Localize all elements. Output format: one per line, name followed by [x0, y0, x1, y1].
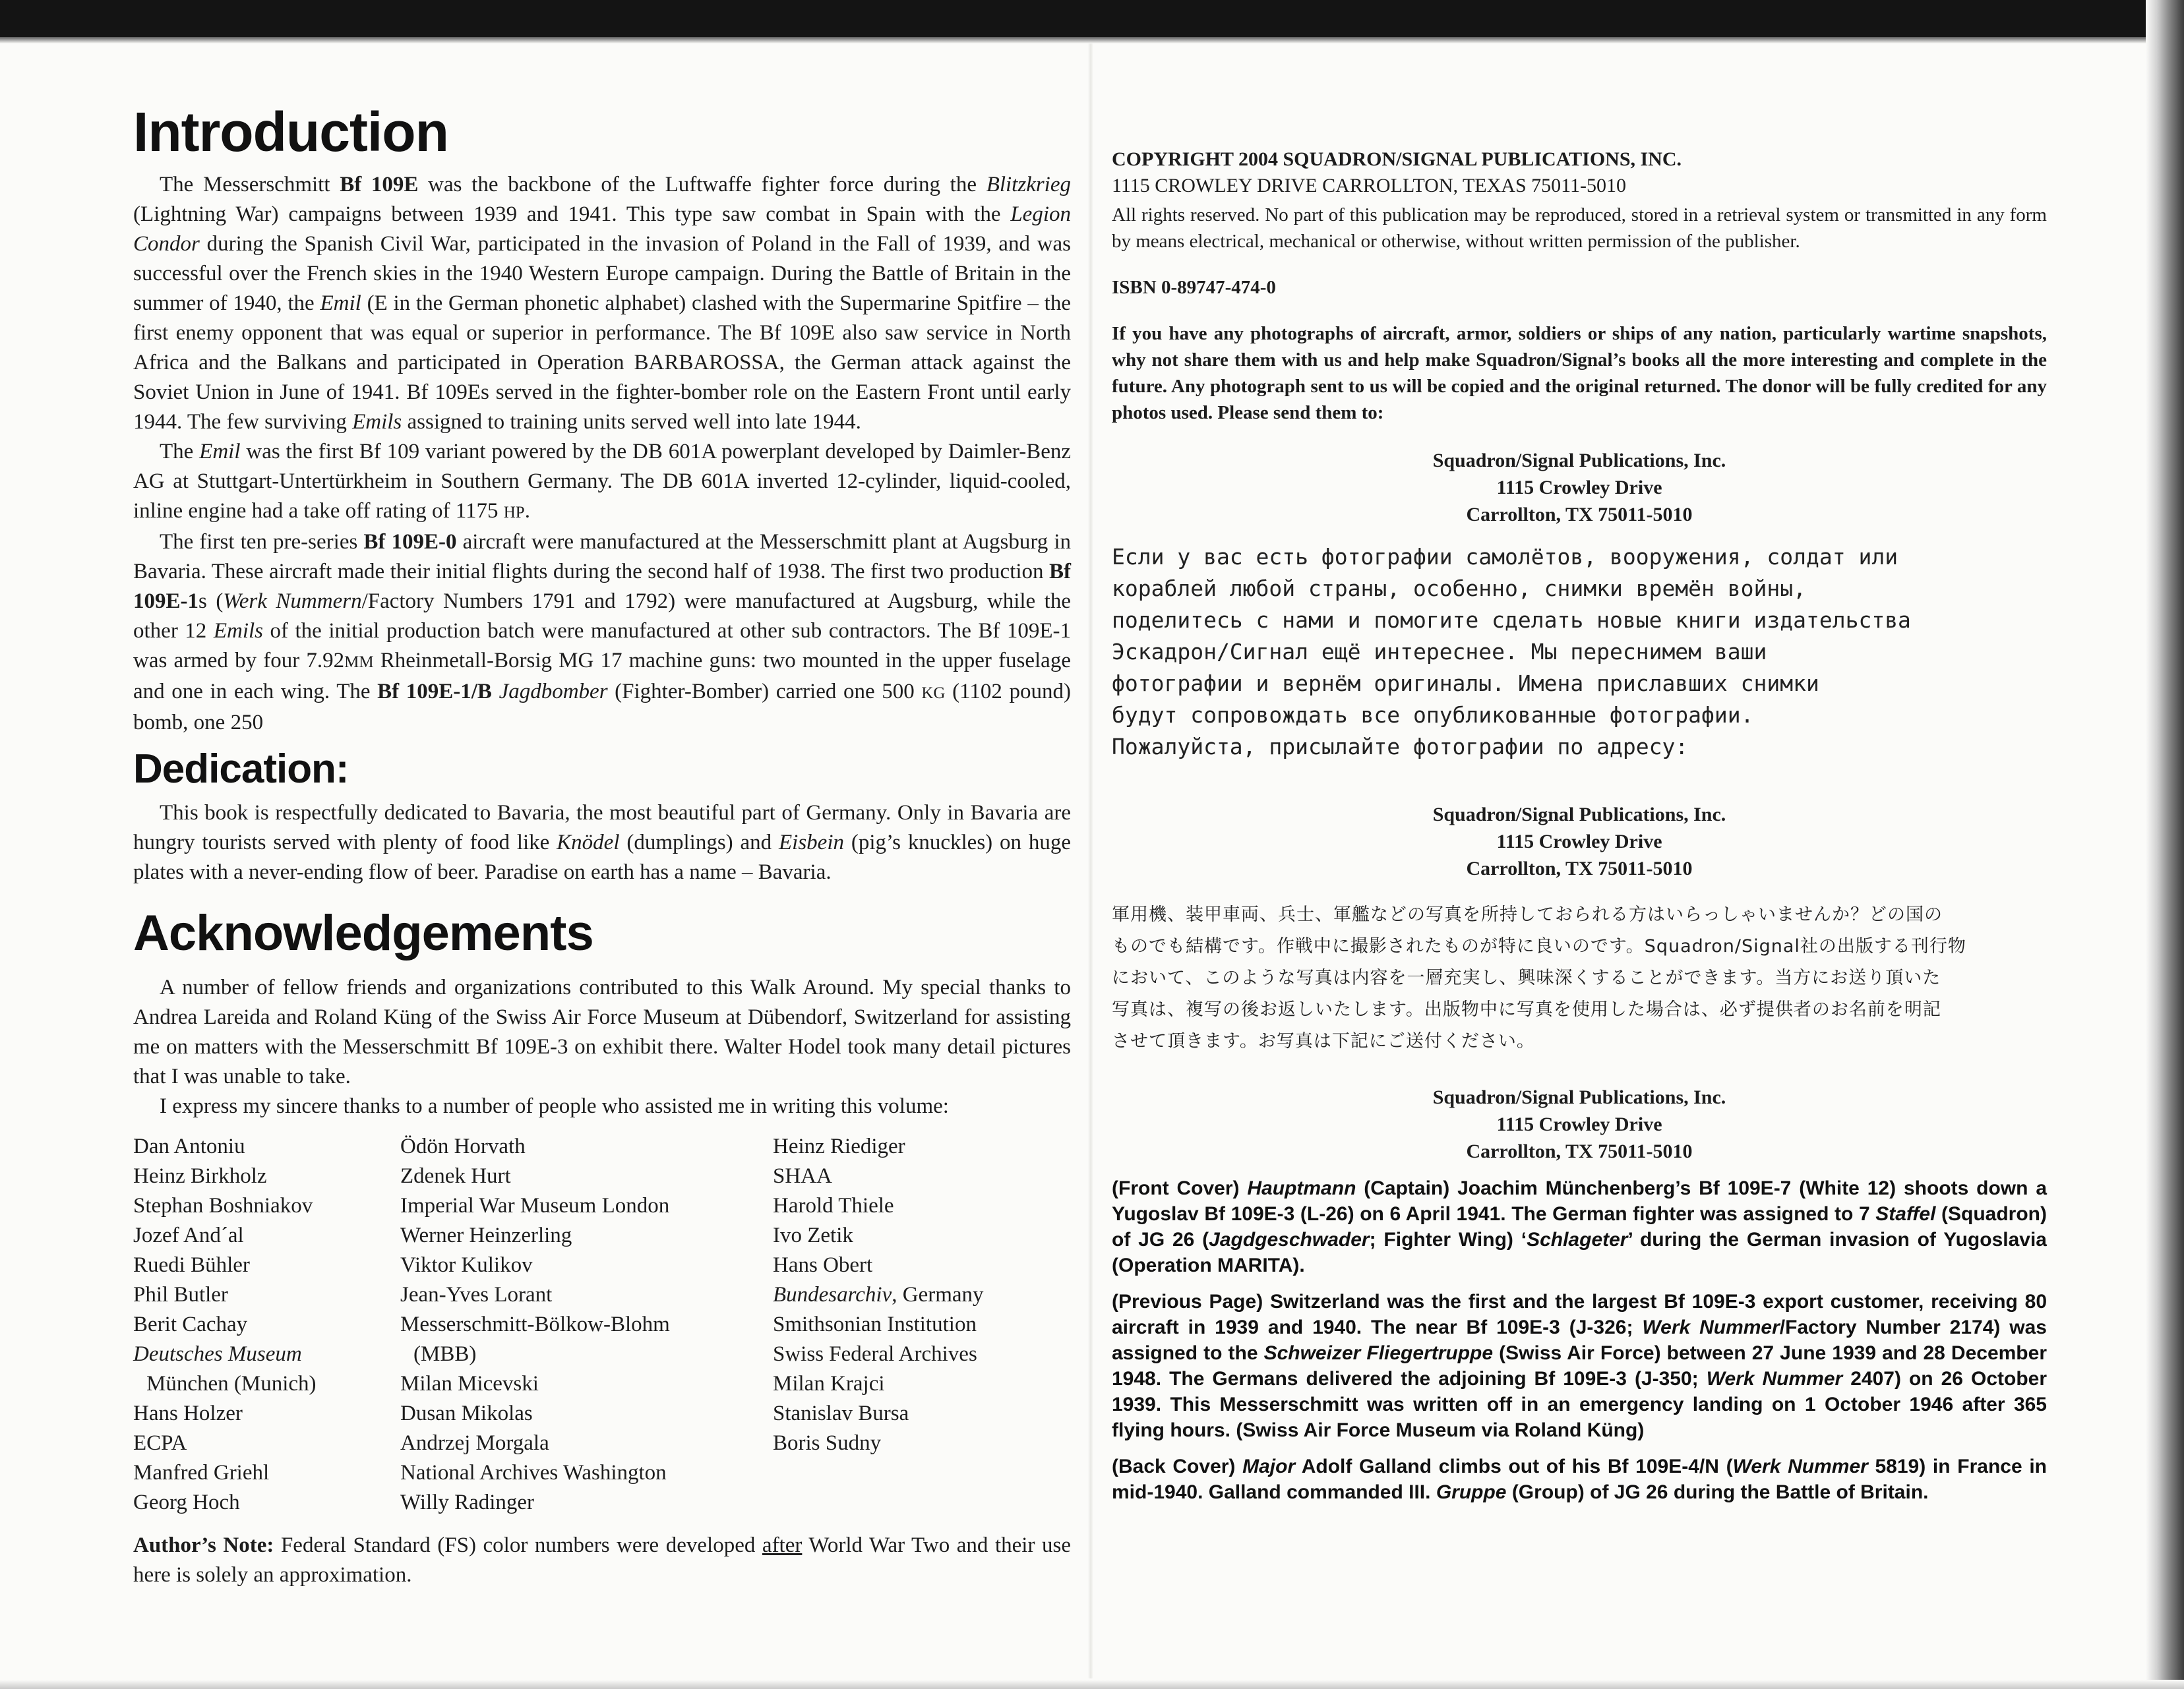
publisher-city: Carrollton, TX 75011-5010	[1466, 1141, 1693, 1162]
contributor-name: Ödön Horvath	[400, 1135, 526, 1158]
intro-paragraph-3: The first ten pre-series Bf 109E-0 aircraft were manufactured at the Messerschmitt plant at Augsburg in Bavaria. These aircraft made their initial flights during the second half of 1938. The first two production Bf 109E-1s (Werk Nummern/Factory Numbers 1791 and 1792) were manufactured at Augsburg, while the other 12 Emils of the initial production batch were manufactured at other sub contractors. The Bf 109E-1 was armed by four 7.92MM Rheinmetall-Borsig MG 17 machine guns: two mounted in the upper fuselage and one in each wing. The Bf 109E-1/B Jagdbomber (Fighter-Bomber) carried one 500 KG (1102 pound) bomb, one 250	[133, 530, 1071, 734]
contributor-name: Milan Krajci	[773, 1372, 885, 1396]
right-page	[1112, 146, 2047, 1516]
copyright-address: 1115 CROWLEY DRIVE CARROLLTON, TEXAS 75011-5010	[1112, 175, 1626, 196]
publisher-street: 1115 Crowley Drive	[1496, 1113, 1662, 1135]
contributor-name: ECPA	[133, 1431, 187, 1455]
scan-top-border	[0, 0, 2184, 37]
publisher-name: Squadron/Signal Publications, Inc.	[1432, 450, 1726, 471]
front-cover-caption: (Front Cover) Hauptmann (Captain) Joachim Münchenberg’s Bf 109E-7 (White 12) shoots down a Yugoslav Bf 109E-3 (L-26) on 6 April 1941. The German fighter was assigned to 7 Staffel (Squadron) of JG 26 (Jagdgeschwader; Fighter Wing) ‘Schlageter’ during the German invasion of Yugoslavia (Operation MARITA).	[1112, 1177, 2048, 1276]
contributor-name: Georg Hoch	[133, 1491, 240, 1514]
contributor-name: Ruedi Bühler	[133, 1253, 250, 1277]
contributor-name: Smithsonian Institution	[773, 1313, 977, 1336]
authors-note: Author’s Note: Federal Standard (FS) color numbers were developed after World War Two and their use here is solely an approximation.	[133, 1533, 1071, 1587]
contributor-name: Stephan Boshniakov	[133, 1194, 313, 1218]
contributor-name: Jean-Yves Lorant	[400, 1283, 553, 1307]
acknowledgements-paragraph-2: I express my sincere thanks to a number of people who assisted me in writing this volume:	[160, 1094, 949, 1118]
contributor-name: Stanislav Bursa	[773, 1402, 909, 1425]
publisher-city: Carrollton, TX 75011-5010	[1466, 504, 1693, 525]
contributor-name: Andrzej Morgala	[400, 1431, 549, 1455]
copyright-line: COPYRIGHT 2004 SQUADRON/SIGNAL PUBLICATIONS, INC.	[1112, 148, 1682, 170]
contributor-name: Viktor Kulikov	[400, 1253, 533, 1277]
rights-statement: All rights reserved. No part of this publication may be reproduced, stored in a retrieval system or transmitted in any form by means electrical, mechanical or otherwise, without written permission of the publisher.	[1112, 204, 2047, 252]
scan-bottom-edge	[0, 1680, 2184, 1689]
introduction-heading: Introduction	[133, 101, 448, 163]
contributors-column-1	[133, 1132, 400, 1518]
contributor-name: Dusan Mikolas	[400, 1402, 533, 1425]
contributor-name: Deutsches Museum	[133, 1342, 302, 1366]
contributor-name: Milan Micevski	[400, 1372, 539, 1396]
contributor-name: Manfred Griehl	[133, 1461, 270, 1485]
contributor-name: Hans Holzer	[133, 1402, 243, 1425]
contributors-column-3	[773, 1132, 1071, 1518]
contributor-name: Heinz Birkholz	[133, 1164, 267, 1188]
contributor-name: Hans Obert	[773, 1253, 873, 1277]
intro-paragraph-2: The Emil was the first Bf 109 variant powered by the DB 601A powerplant developed by Daimler-Benz AG at Stuttgart-Untertürkheim in Southern Germany. The DB 601A inverted 12-cylinder, liquid-cooled, inline engine had a take off rating of 1175 HP.	[133, 440, 1071, 523]
contributor-name: Berit Cachay	[133, 1313, 248, 1336]
publisher-street: 1115 Crowley Drive	[1496, 831, 1662, 852]
contributor-name: Ivo Zetik	[773, 1224, 853, 1247]
publisher-street: 1115 Crowley Drive	[1496, 477, 1662, 498]
acknowledgements-paragraph-1: A number of fellow friends and organizations contributed to this Walk Around. My special thanks to Andrea Lareida and Roland Küng of the Swiss Air Force Museum at Dübendorf, Switzerland for assisting me on matters with the Messerschmitt Bf 109E-3 on exhibit there. Walter Hodel took many detail pictures that I was unable to take.	[133, 976, 1071, 1088]
contributor-name: Dan Antoniu	[133, 1135, 245, 1158]
publisher-name: Squadron/Signal Publications, Inc.	[1432, 804, 1726, 825]
contributor-name: Werner Heinzerling	[400, 1224, 572, 1247]
contributor-name: Harold Thiele	[773, 1194, 894, 1218]
contributor-name: Swiss Federal Archives	[773, 1342, 977, 1366]
contributor-name: Zdenek Hurt	[400, 1164, 511, 1188]
dedication-heading: Dedication:	[133, 746, 349, 792]
contributors-column-2	[400, 1132, 773, 1518]
intro-paragraph-1: The Messerschmitt Bf 109E was the backbone of the Luftwaffe fighter force during the Blitzkrieg (Lightning War) campaigns between 1939 and 1941. This type saw combat in Spain with the Legion Condor during the Spanish Civil War, participated in the invasion of Poland in the Fall of 1939, and was successful over the French skies in the 1940 Western Europe campaign. During the Battle of Britain in the summer of 1940, the Emil (E in the German phonetic alphabet) clashed with the Supermarine Spitfire – the first enemy opponent that was equal or superior in performance. The Bf 109E also saw service in North Africa and the Balkans and participated in Operation BARBAROSSA, the German attack against the Soviet Union in June of 1941. Bf 109Es served in the fighter-bomber role on the Eastern Front until early 1944. The few surviving Emils assigned to training units served well into late 1944.	[133, 173, 1072, 434]
page-gutter	[1088, 44, 1093, 1678]
photo-appeal: If you have any photographs of aircraft, armor, soldiers or ships of any nation, particularly wartime snapshots, why not share them with us and help make Squadron/Signal’s books all the more interesting and complete in the future. Any photograph sent to us will be copied and the original returned. The donor will be fully credited for any photos used. Please send them to:	[1112, 323, 2047, 423]
book-spine-edge	[2146, 0, 2184, 1689]
publisher-address-2	[1112, 801, 2047, 882]
previous-page-caption: (Previous Page) Switzerland was the first and the largest Bf 109E-3 export customer, receiving 80 aircraft in 1939 and 1940. The near Bf 109E-3 (J-326; Werk Nummer/Factory Number 2174) was assigned to the Schweizer Fliegertruppe (Swiss Air Force) between 27 June 1939 and 28 December 1948. The Germans delivered the adjoining Bf 109E-3 (J-350; Werk Nummer 2407) on 26 October 1939. This Messerschmitt was written off in an emergency landing on 1 October 1946 after 365 flying hours. (Swiss Air Force Museum via Roland Küng)	[1112, 1291, 2048, 1441]
russian-appeal: Если у вас есть фотографии самолётов, вооружения, солдат или кораблей любой страны, особенно, снимки времён войны, поделитесь с нами и помогите сделать новые книги издательства Эскадрон/Сигнал ещё интереснее. Мы переснимем ваши фотографии и вернём оригиналы. Имена приславших снимки будут сопровождать все опубликованные фотографии. Пожалуйста, присылайте фотографии по адресу:	[1112, 544, 1911, 759]
left-page	[133, 99, 1071, 1590]
publisher-address-3	[1112, 1084, 2047, 1165]
contributor-name: Boris Sudny	[773, 1431, 882, 1455]
japanese-appeal: 軍用機、装甲車両、兵士、軍艦などの写真を所持しておられる方はいらっしゃいませんか？どの国の ものでも結構です。作戦中に撮影されたものが特に良いのです。Squadron/Signal社の出版する刊行物 において、このような写真は内容を一層充実し、興味深くすることができます。当方にお送り頂いた 写真は、複写の後お返しいたします。出版物中に写真を使用した場合は、必ず提供者のお名前を明記 させて頂きます。お写真は下記にご送付ください。	[1112, 904, 1966, 1052]
contributors-list	[133, 1132, 1071, 1518]
contributor-name: (MBB)	[413, 1342, 477, 1366]
contributor-name: Heinz Riediger	[773, 1135, 905, 1158]
contributor-name: Willy Radinger	[400, 1491, 535, 1514]
acknowledgements-heading: Acknowledgements	[133, 905, 593, 961]
contributor-name: SHAA	[773, 1164, 832, 1188]
contributor-name: National Archives Washington	[400, 1461, 667, 1485]
scan-top-shadow	[0, 37, 2184, 44]
contributor-name: Jozef And´al	[133, 1224, 244, 1247]
dedication-paragraph: This book is respectfully dedicated to Bavaria, the most beautiful part of Germany. Only in Bavaria are hungry tourists served with plenty of food like Knödel (dumplings) and Eisbein (pig’s knuckles) on huge plates with a never-ending flow of beer. Paradise on earth has a name – Bavaria.	[133, 801, 1071, 884]
publisher-name: Squadron/Signal Publications, Inc.	[1432, 1086, 1726, 1108]
contributor-name: Bundesarchiv, Germany	[773, 1283, 984, 1307]
publisher-address-1	[1112, 447, 2047, 528]
contributor-name: Messerschmitt-Bölkow-Blohm	[400, 1313, 670, 1336]
back-cover-caption: (Back Cover) Major Adolf Galland climbs out of his Bf 109E-4/N (Werk Nummer 5819) in France in mid-1940. Galland commanded III. Gruppe (Group) of JG 26 during the Battle of Britain.	[1112, 1456, 2047, 1503]
isbn: ISBN 0-89747-474-0	[1112, 277, 1276, 298]
contributor-name: Imperial War Museum London	[400, 1194, 670, 1218]
publisher-city: Carrollton, TX 75011-5010	[1466, 858, 1693, 879]
contributor-name: München (Munich)	[146, 1372, 317, 1396]
contributor-name: Phil Butler	[133, 1283, 228, 1307]
